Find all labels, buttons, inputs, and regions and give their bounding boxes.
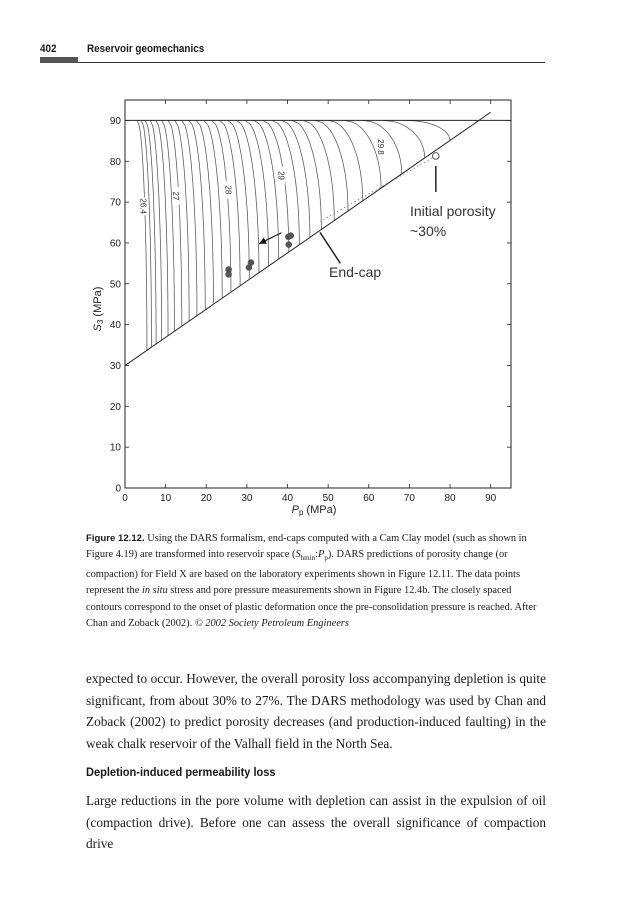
plot-content bbox=[125, 112, 511, 365]
y-tick-label: 0 bbox=[115, 483, 121, 495]
end-cap-contour bbox=[156, 120, 168, 335]
end-cap-contour bbox=[254, 120, 279, 259]
y-tick-label: 50 bbox=[109, 279, 121, 291]
caption-label: Figure 12.12. bbox=[86, 533, 145, 544]
contour-label: 29 bbox=[276, 171, 286, 181]
running-head bbox=[40, 41, 545, 65]
caption-shmin-sub: hmin bbox=[300, 554, 316, 563]
x-tick-label: 90 bbox=[485, 493, 497, 504]
caption-shmin: S bbox=[295, 549, 301, 561]
body-paragraph-1: expected to occur. However, the overall porosity loss accompanying depletion is quite significant, from about 30% to 27%. The DARS methodology was used by Chan and Zoback (2002) to predict porosity decreases (and production-induced faulting) in the weak chalk reservoir of the Valhall field in the North Sea. bbox=[86, 671, 546, 751]
y-tick-label: 30 bbox=[109, 360, 121, 372]
end-cap-leader bbox=[320, 232, 340, 263]
x-tick-label: 70 bbox=[403, 493, 415, 504]
header-bar bbox=[40, 57, 78, 63]
y-tick-label: 90 bbox=[109, 115, 121, 127]
y-tick-label: 60 bbox=[109, 238, 121, 250]
x-tick-label: 40 bbox=[281, 493, 294, 504]
end-cap-contour bbox=[137, 120, 147, 350]
contour-label: 27 bbox=[170, 191, 180, 201]
end-cap-contour bbox=[328, 120, 363, 200]
caption-text-3: stress and pore pressure measurements shown in Figure 12.4b. The closely spaced contours correspond to the onset of plastic deformation once the pre-consolidation pressure is reached. After Chan and Zoback (2002). bbox=[86, 585, 537, 630]
data-point bbox=[286, 242, 292, 248]
caption-pp: P bbox=[317, 549, 325, 561]
x-tick-label: 30 bbox=[241, 493, 253, 504]
caption-pp-sub: p bbox=[324, 554, 328, 563]
y-tick-label: 80 bbox=[109, 156, 121, 168]
x-tick-label: 10 bbox=[160, 493, 172, 504]
contour-label: 26.4 bbox=[138, 198, 148, 214]
header-rule bbox=[78, 62, 545, 63]
data-point bbox=[248, 260, 254, 266]
y-tick-label: 20 bbox=[109, 401, 121, 413]
x-tick-label: 50 bbox=[322, 493, 334, 504]
section-heading: Depletion-induced permeability loss bbox=[86, 765, 276, 779]
page-number: 402 bbox=[40, 43, 57, 55]
initial-porosity-point bbox=[433, 153, 440, 160]
end-cap-contour bbox=[168, 120, 182, 326]
annotation-end-cap: End-cap bbox=[329, 264, 382, 280]
contour-label: 29.8 bbox=[375, 139, 385, 155]
data-point bbox=[288, 233, 294, 239]
end-cap-contour bbox=[228, 120, 250, 279]
end-cap-contour bbox=[344, 120, 381, 188]
end-cap-contour bbox=[220, 120, 240, 285]
plot-axes bbox=[110, 100, 511, 504]
y-axis-label: S3(MPa) bbox=[92, 286, 105, 332]
y-tick-label: 40 bbox=[109, 320, 121, 332]
figure-caption bbox=[86, 531, 544, 633]
annotation-initial-porosity-line2: ~30% bbox=[410, 223, 447, 239]
end-cap-contour bbox=[303, 120, 334, 220]
end-cap-contour bbox=[383, 120, 425, 158]
running-title: Reservoir geomechanics bbox=[87, 43, 205, 55]
caption-text: Using the DARS formalism, end-caps computed with a Cam Clay model (such as shown in Figure 4.19) are transformed into reservoir space ( bbox=[86, 533, 527, 561]
y-tick-label: 10 bbox=[109, 442, 121, 454]
caption-in-situ: in situ bbox=[141, 585, 168, 597]
x-tick-label: 0 bbox=[122, 493, 128, 504]
end-cap-contour bbox=[141, 120, 151, 347]
caption-colon: : bbox=[315, 549, 318, 561]
contour-label: 28 bbox=[223, 185, 233, 195]
data-point bbox=[226, 271, 232, 277]
x-tick-label: 20 bbox=[200, 493, 212, 504]
caption-citation: © 2002 Society Petroleum Engineers bbox=[194, 618, 349, 630]
annotation-initial-porosity-line1: Initial porosity bbox=[410, 203, 496, 219]
body-paragraph-2: Large reductions in the pore volume with depletion can assist in the expulsion of oil (compaction drive). Before one can assess the overall significance of compaction drive bbox=[86, 793, 546, 852]
end-cap-contour bbox=[405, 120, 450, 140]
y-tick-label: 70 bbox=[109, 197, 121, 209]
x-axis-label: Pp (MPa) bbox=[291, 504, 337, 517]
x-tick-label: 80 bbox=[444, 493, 456, 504]
x-tick-label: 60 bbox=[363, 493, 375, 504]
caption-text-2: ). DARS predictions of porosity change (or compaction) for Field X are based on the laboratory experiments shown in Figure 12.11. The data points represent the bbox=[86, 549, 520, 597]
figure-12-12 bbox=[85, 88, 525, 524]
